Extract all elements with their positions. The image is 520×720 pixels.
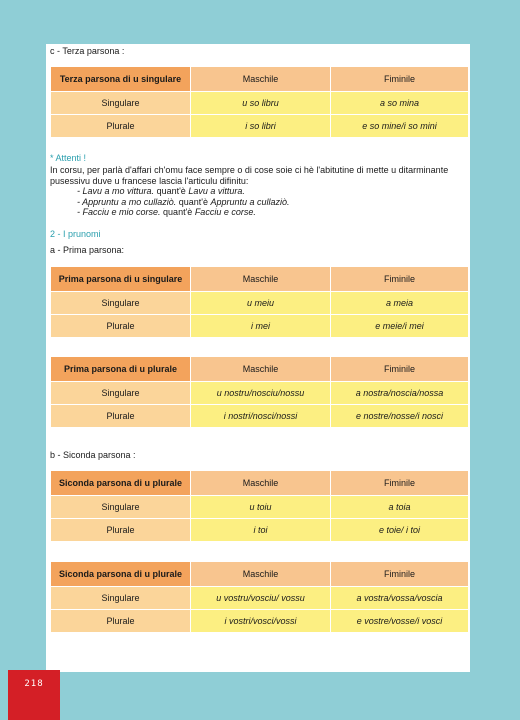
cell: i vostri/vosci/vossi [191, 610, 331, 633]
cell: a so mina [331, 92, 469, 115]
row-label: Plurale [51, 115, 191, 138]
table-row [51, 382, 469, 405]
cell: a nostra/noscia/nossa [331, 382, 469, 405]
table-header [51, 67, 469, 92]
header-cell: Prima parsona di u plurale [51, 357, 191, 382]
table-prima-singulare [50, 266, 469, 338]
page-number: 218 [8, 670, 60, 720]
cell: i nostri/nosci/nossi [191, 405, 331, 428]
attenti-paragraph [50, 165, 460, 218]
cell: a meia [331, 292, 469, 315]
row-label: Plurale [51, 610, 191, 633]
cell: u nostru/nosciu/nossu [191, 382, 331, 405]
attenti-title: * Attenti ! [50, 153, 87, 163]
cell: u vostru/vosciu/ vossu [191, 587, 331, 610]
table-header [51, 357, 469, 382]
cell: a toia [331, 496, 469, 519]
attenti-line-2: pusessivu duve u francese lascia l'articulu difinitu: [50, 175, 249, 186]
example-text: Appruntu a cullaziò. [210, 196, 290, 207]
example-text: - Lavu a mo vittura. [77, 186, 155, 197]
section-b-label: b - Siconda parsona : [50, 450, 136, 460]
cell: a vostra/vossa/voscia [331, 587, 469, 610]
cell: i mei [191, 315, 331, 338]
header-cell: Terza parsona di u singulare [51, 67, 191, 92]
cell: e toie/ i toi [331, 519, 469, 542]
page-frame-bottom [0, 672, 520, 720]
row-label: Plurale [51, 315, 191, 338]
cell: u so libru [191, 92, 331, 115]
example-connector: quant'è [178, 196, 208, 207]
header-cell: Maschile [191, 471, 331, 496]
example-text: - Facciu e mio corse. [77, 207, 161, 218]
header-cell: Prima parsona di u singulare [51, 267, 191, 292]
table-siconda-2 [50, 561, 469, 633]
example-text: Facciu e corse. [194, 207, 256, 218]
example-text: - Appruntu a mo cullaziò. [77, 196, 177, 207]
row-label: Singulare [51, 292, 191, 315]
table-row [51, 519, 469, 542]
row-label: Plurale [51, 519, 191, 542]
cell: e nostre/nosse/i nosci [331, 405, 469, 428]
table-row [51, 610, 469, 633]
cell: i toi [191, 519, 331, 542]
cell: i so libri [191, 115, 331, 138]
header-cell: Fiminile [331, 562, 469, 587]
table-row [51, 587, 469, 610]
row-label: Singulare [51, 496, 191, 519]
example-connector: quant'è [156, 186, 186, 197]
header-cell: Fiminile [331, 357, 469, 382]
table-row [51, 92, 469, 115]
table-row [51, 315, 469, 338]
table-header [51, 562, 469, 587]
header-cell: Siconda parsona di u plurale [51, 562, 191, 587]
table-header [51, 267, 469, 292]
table-row [51, 115, 469, 138]
section-2-title: 2 - I prunomi [50, 229, 101, 239]
attenti-line-1: In corsu, per parlà d'affari ch'omu face sempre o di cose soie ci hè l'abitutine di mette u ditarminante [50, 165, 449, 175]
section-a-label: a - Prima parsona: [50, 245, 125, 255]
header-cell: Maschile [191, 562, 331, 587]
section-c-label: c - Terza parsona : [50, 46, 125, 56]
header-cell: Fiminile [331, 471, 469, 496]
table-header [51, 471, 469, 496]
table-row [51, 292, 469, 315]
table-row [51, 496, 469, 519]
table-siconda-1 [50, 470, 469, 542]
example-connector: quant'è [163, 207, 193, 218]
cell: e meie/i mei [331, 315, 469, 338]
table-row [51, 405, 469, 428]
cell: u meiu [191, 292, 331, 315]
row-label: Singulare [51, 92, 191, 115]
header-cell: Fiminile [331, 67, 469, 92]
example-line [50, 186, 460, 197]
header-cell: Maschile [191, 67, 331, 92]
header-cell: Maschile [191, 267, 331, 292]
example-line [50, 197, 460, 208]
table-prima-plurale [50, 356, 469, 428]
cell: e vostre/vosse/i vosci [331, 610, 469, 633]
example-text: Lavu a vittura. [188, 186, 245, 197]
header-cell: Maschile [191, 357, 331, 382]
row-label: Singulare [51, 382, 191, 405]
header-cell: Siconda parsona di u plurale [51, 471, 191, 496]
cell: u toiu [191, 496, 331, 519]
header-cell: Fiminile [331, 267, 469, 292]
row-label: Singulare [51, 587, 191, 610]
table-terza-singulare [50, 66, 469, 138]
cell: e so mine/i so mini [331, 115, 469, 138]
example-line [50, 207, 460, 218]
row-label: Plurale [51, 405, 191, 428]
